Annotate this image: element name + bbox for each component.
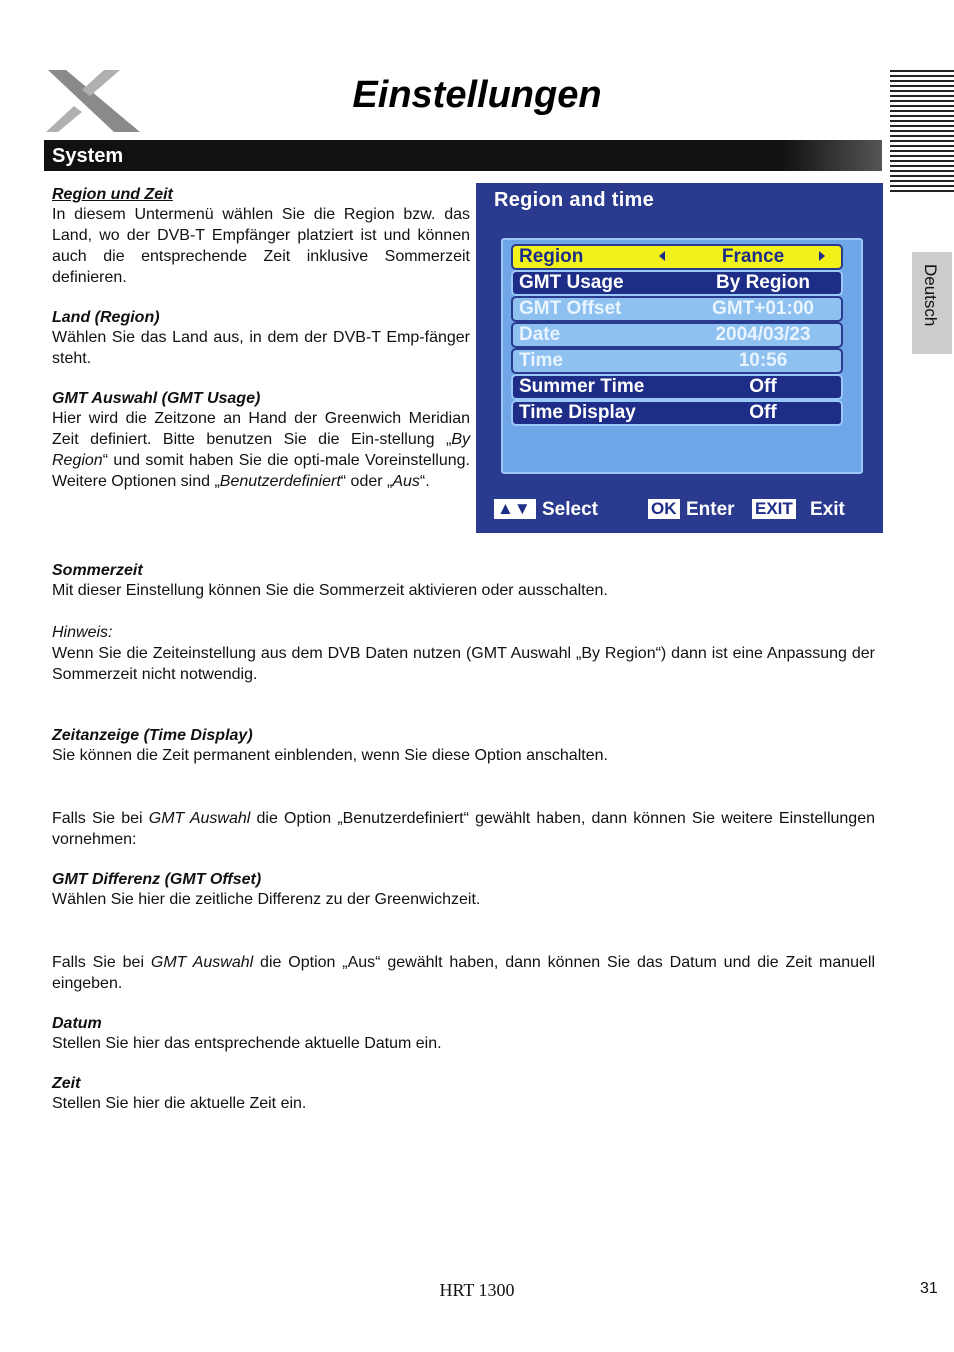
heading-datum: Datum: [52, 1015, 102, 1032]
exit-key: EXIT: [752, 499, 796, 519]
heading-land-region: Land (Region): [52, 309, 160, 326]
paragraph-falls-aus: Falls Sie bei GMT Auswahl die Option „Aus“ gewählt haben, dann können Sie das Datum und die Zeit manuell eingeben.: [52, 954, 876, 992]
up-down-keys-icon: ▲▼: [494, 499, 536, 519]
osd-footer: ▲▼ Select OK Enter EXIT Exit: [476, 489, 883, 533]
decorative-stripes: [890, 70, 954, 194]
paragraph-hinweis: Wenn Sie die Zeiteinstellung aus dem DVB Daten nutzen (GMT Auswahl „By Region“) dann ist eine Anpassung der Sommerzeit nicht notwendig.: [52, 645, 875, 683]
osd-title: Region and time: [494, 189, 655, 211]
osd-menu-panel: [498, 235, 866, 477]
language-tab: Deutsch: [912, 252, 952, 354]
paragraph-datum: Stellen Sie hier das entsprechende aktuelle Datum ein.: [52, 1035, 442, 1052]
ok-key: OK: [648, 499, 680, 519]
arrow-left-icon: [659, 251, 665, 261]
osd-row-region[interactable]: Region France: [511, 244, 843, 270]
paragraph-falls-benutzerdefiniert: Falls Sie bei GMT Auswahl die Option „Benutzerdefiniert“ gewählt haben, dann können Sie weitere Einstellungen vornehmen:: [52, 810, 876, 848]
left-column: [52, 186, 470, 513]
heading-sommerzeit: Sommerzeit: [52, 562, 143, 579]
heading-region-und-zeit: Region und Zeit: [52, 186, 173, 203]
paragraph-gmt-auswahl: Hier wird die Zeitzone an Hand der Greenwich Meridian Zeit definiert. Bitte benutzen Sie die Ein-stellung „By Region“ und somit haben Sie die opti-male Voreinstellung. Weitere Optionen sind „Benutzerdefiniert“ oder „Aus“.: [52, 410, 470, 490]
footer-brand: HRT 1300: [439, 1280, 515, 1300]
heading-zeit: Zeit: [52, 1075, 81, 1092]
osd-row-gmt-offset[interactable]: GMT Offset GMT+01:00: [511, 296, 843, 322]
page-number: 31: [920, 1280, 938, 1297]
arrow-right-icon: [819, 251, 825, 261]
osd-row-gmt-usage[interactable]: GMT Usage By Region: [511, 270, 843, 296]
paragraph-region-und-zeit: In diesem Untermenü wählen Sie die Region bzw. das Land, wo der DVB-T Empfänger platziert ist und können auch die entsprechende Zeit inklusive Sommerzeit definieren.: [52, 206, 470, 286]
paragraph-gmt-differenz: Wählen Sie hier die zeitliche Differenz zu der Greenwichzeit.: [52, 891, 481, 908]
paragraph-zeitanzeige: Sie können die Zeit permanent einblenden, wenn Sie diese Option anschalten.: [52, 747, 608, 764]
heading-gmt-auswahl: GMT Auswahl (GMT Usage): [52, 390, 261, 407]
heading-zeitanzeige: Zeitanzeige (Time Display): [52, 727, 253, 744]
heading-gmt-differenz: GMT Differenz (GMT Offset): [52, 871, 262, 888]
osd-row-date[interactable]: Date 2004/03/23: [511, 322, 843, 348]
osd-row-summer-time[interactable]: Summer Time Off: [511, 374, 843, 400]
section-bar: [44, 140, 882, 171]
main-text: [52, 562, 875, 1114]
paragraph-land-region: Wählen Sie das Land aus, in dem der DVB-T Emp-fänger steht.: [52, 329, 470, 367]
section-title: System: [52, 145, 124, 167]
osd-row-time-display[interactable]: Time Display Off: [511, 400, 843, 426]
heading-hinweis: Hinweis:: [52, 624, 113, 641]
osd-row-time[interactable]: Time 10:56: [511, 348, 843, 374]
page-title: Einstellungen: [352, 74, 602, 116]
paragraph-sommerzeit: Mit dieser Einstellung können Sie die Sommerzeit aktivieren oder ausschalten.: [52, 582, 608, 599]
osd-region-time-screen: [476, 183, 883, 533]
paragraph-zeit: Stellen Sie hier die aktuelle Zeit ein.: [52, 1095, 307, 1112]
